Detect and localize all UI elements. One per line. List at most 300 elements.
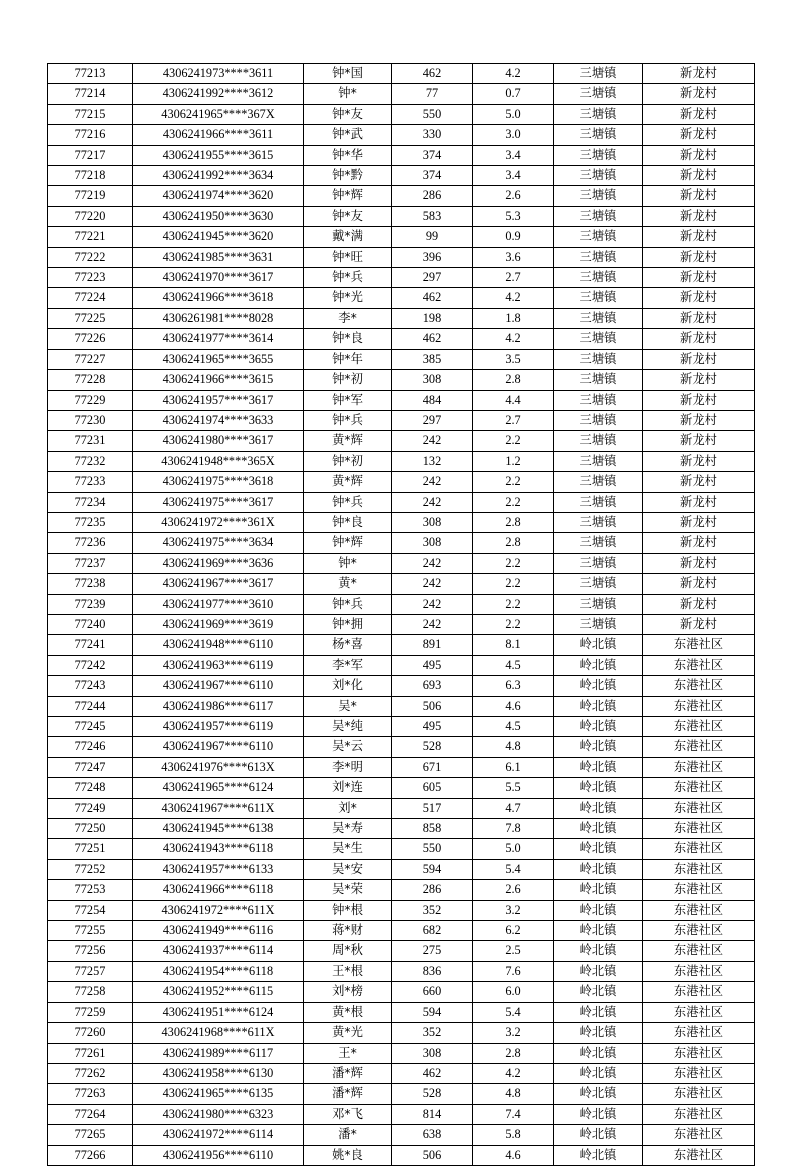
cell-name: 钟*军 — [304, 390, 392, 410]
cell-village: 新龙村 — [643, 206, 755, 226]
cell-id_card: 4306261981****8028 — [133, 308, 304, 328]
cell-rate: 3.4 — [473, 166, 554, 186]
cell-rate: 3.5 — [473, 349, 554, 369]
cell-rate: 6.1 — [473, 757, 554, 777]
cell-id: 77226 — [48, 329, 133, 349]
cell-id_card: 4306241973****3611 — [133, 64, 304, 84]
cell-name: 黄*根 — [304, 1002, 392, 1022]
cell-town: 三塘镇 — [554, 247, 643, 267]
cell-amount: 242 — [392, 472, 473, 492]
cell-amount: 396 — [392, 247, 473, 267]
table-row — [48, 717, 755, 737]
cell-id_card: 4306241958****6130 — [133, 1063, 304, 1083]
cell-village: 东港社区 — [643, 859, 755, 879]
cell-village: 东港社区 — [643, 839, 755, 859]
cell-name: 潘* — [304, 1125, 392, 1145]
cell-id_card: 4306241952****6115 — [133, 982, 304, 1002]
table-row — [48, 206, 755, 226]
table-row — [48, 227, 755, 247]
cell-village: 东港社区 — [643, 1063, 755, 1083]
cell-rate: 2.5 — [473, 941, 554, 961]
cell-id: 77245 — [48, 717, 133, 737]
cell-id_card: 4306241954****6118 — [133, 961, 304, 981]
cell-id: 77213 — [48, 64, 133, 84]
table-row — [48, 839, 755, 859]
cell-id_card: 4306241965****3655 — [133, 349, 304, 369]
cell-village: 东港社区 — [643, 1043, 755, 1063]
cell-amount: 352 — [392, 1023, 473, 1043]
cell-id: 77263 — [48, 1084, 133, 1104]
cell-amount: 495 — [392, 655, 473, 675]
cell-name: 黄* — [304, 574, 392, 594]
cell-town: 岭北镇 — [554, 757, 643, 777]
cell-town: 三塘镇 — [554, 370, 643, 390]
cell-id: 77244 — [48, 696, 133, 716]
cell-town: 岭北镇 — [554, 696, 643, 716]
cell-rate: 7.4 — [473, 1104, 554, 1124]
cell-rate: 1.2 — [473, 451, 554, 471]
records-table-body — [48, 64, 755, 1166]
cell-id: 77218 — [48, 166, 133, 186]
cell-amount: 462 — [392, 288, 473, 308]
table-row — [48, 431, 755, 451]
cell-rate: 2.8 — [473, 533, 554, 553]
cell-village: 东港社区 — [643, 696, 755, 716]
cell-rate: 2.7 — [473, 410, 554, 430]
cell-town: 岭北镇 — [554, 655, 643, 675]
cell-id_card: 4306241957****6133 — [133, 859, 304, 879]
cell-id: 77252 — [48, 859, 133, 879]
cell-village: 东港社区 — [643, 961, 755, 981]
cell-rate: 4.6 — [473, 1145, 554, 1165]
cell-id_card: 4306241950****3630 — [133, 206, 304, 226]
cell-name: 钟*黔 — [304, 166, 392, 186]
cell-amount: 671 — [392, 757, 473, 777]
cell-id: 77216 — [48, 125, 133, 145]
cell-village: 东港社区 — [643, 941, 755, 961]
cell-name: 刘*连 — [304, 778, 392, 798]
cell-name: 吴*云 — [304, 737, 392, 757]
cell-town: 三塘镇 — [554, 268, 643, 288]
table-row — [48, 64, 755, 84]
cell-id_card: 4306241937****6114 — [133, 941, 304, 961]
cell-amount: 814 — [392, 1104, 473, 1124]
cell-id: 77250 — [48, 819, 133, 839]
cell-id: 77230 — [48, 410, 133, 430]
cell-village: 东港社区 — [643, 1104, 755, 1124]
cell-town: 三塘镇 — [554, 410, 643, 430]
cell-id_card: 4306241985****3631 — [133, 247, 304, 267]
cell-id: 77215 — [48, 104, 133, 124]
table-row — [48, 1023, 755, 1043]
cell-rate: 6.0 — [473, 982, 554, 1002]
cell-id: 77227 — [48, 349, 133, 369]
cell-village: 新龙村 — [643, 410, 755, 430]
cell-id: 77232 — [48, 451, 133, 471]
table-row — [48, 982, 755, 1002]
cell-village: 东港社区 — [643, 819, 755, 839]
cell-amount: 297 — [392, 410, 473, 430]
table-row — [48, 145, 755, 165]
cell-amount: 352 — [392, 900, 473, 920]
table-row — [48, 492, 755, 512]
cell-rate: 5.4 — [473, 859, 554, 879]
cell-town: 三塘镇 — [554, 227, 643, 247]
cell-town: 岭北镇 — [554, 1125, 643, 1145]
cell-id_card: 4306241957****6119 — [133, 717, 304, 737]
table-row — [48, 676, 755, 696]
table-row — [48, 574, 755, 594]
cell-id_card: 4306241980****6323 — [133, 1104, 304, 1124]
cell-name: 钟*旺 — [304, 247, 392, 267]
cell-amount: 506 — [392, 1145, 473, 1165]
cell-id: 77238 — [48, 574, 133, 594]
cell-rate: 2.6 — [473, 186, 554, 206]
cell-name: 钟*武 — [304, 125, 392, 145]
cell-rate: 2.2 — [473, 574, 554, 594]
cell-id_card: 4306241951****6124 — [133, 1002, 304, 1022]
cell-village: 东港社区 — [643, 880, 755, 900]
table-row — [48, 166, 755, 186]
cell-amount: 594 — [392, 859, 473, 879]
cell-id_card: 4306241948****6110 — [133, 635, 304, 655]
cell-id_card: 4306241955****3615 — [133, 145, 304, 165]
cell-amount: 242 — [392, 594, 473, 614]
cell-name: 潘*辉 — [304, 1063, 392, 1083]
table-row — [48, 880, 755, 900]
cell-id: 77262 — [48, 1063, 133, 1083]
table-row — [48, 798, 755, 818]
cell-town: 岭北镇 — [554, 635, 643, 655]
table-row — [48, 390, 755, 410]
cell-village: 新龙村 — [643, 104, 755, 124]
cell-town: 岭北镇 — [554, 1023, 643, 1043]
cell-id: 77253 — [48, 880, 133, 900]
cell-village: 东港社区 — [643, 717, 755, 737]
cell-village: 新龙村 — [643, 512, 755, 532]
cell-id_card: 4306241992****3612 — [133, 84, 304, 104]
cell-id_card: 4306241972****6114 — [133, 1125, 304, 1145]
cell-id_card: 4306241967****611X — [133, 798, 304, 818]
cell-name: 黄*辉 — [304, 472, 392, 492]
cell-name: 钟*友 — [304, 206, 392, 226]
cell-town: 岭北镇 — [554, 676, 643, 696]
cell-id_card: 4306241976****613X — [133, 757, 304, 777]
cell-amount: 242 — [392, 574, 473, 594]
cell-id: 77235 — [48, 512, 133, 532]
cell-village: 新龙村 — [643, 553, 755, 573]
table-row — [48, 1125, 755, 1145]
cell-id: 77217 — [48, 145, 133, 165]
cell-village: 新龙村 — [643, 594, 755, 614]
cell-village: 新龙村 — [643, 370, 755, 390]
cell-amount: 517 — [392, 798, 473, 818]
cell-name: 刘* — [304, 798, 392, 818]
cell-name: 钟*国 — [304, 64, 392, 84]
cell-village: 新龙村 — [643, 390, 755, 410]
cell-amount: 330 — [392, 125, 473, 145]
cell-id_card: 4306241989****6117 — [133, 1043, 304, 1063]
cell-rate: 4.6 — [473, 696, 554, 716]
cell-amount: 495 — [392, 717, 473, 737]
cell-id_card: 4306241956****6110 — [133, 1145, 304, 1165]
cell-rate: 3.6 — [473, 247, 554, 267]
cell-town: 三塘镇 — [554, 166, 643, 186]
cell-town: 三塘镇 — [554, 533, 643, 553]
cell-name: 钟*根 — [304, 900, 392, 920]
table-row — [48, 757, 755, 777]
cell-id: 77234 — [48, 492, 133, 512]
cell-id_card: 4306241992****3634 — [133, 166, 304, 186]
table-row — [48, 268, 755, 288]
cell-name: 钟* — [304, 84, 392, 104]
cell-id_card: 4306241975****3634 — [133, 533, 304, 553]
cell-village: 新龙村 — [643, 451, 755, 471]
cell-village: 新龙村 — [643, 431, 755, 451]
cell-rate: 2.2 — [473, 492, 554, 512]
cell-id: 77222 — [48, 247, 133, 267]
cell-amount: 286 — [392, 186, 473, 206]
cell-name: 王* — [304, 1043, 392, 1063]
cell-id_card: 4306241945****3620 — [133, 227, 304, 247]
cell-name: 李* — [304, 308, 392, 328]
cell-id_card: 4306241975****3617 — [133, 492, 304, 512]
cell-id_card: 4306241967****6110 — [133, 676, 304, 696]
cell-id: 77249 — [48, 798, 133, 818]
cell-town: 岭北镇 — [554, 819, 643, 839]
cell-rate: 4.5 — [473, 717, 554, 737]
cell-name: 钟*拥 — [304, 614, 392, 634]
cell-amount: 308 — [392, 370, 473, 390]
cell-rate: 2.2 — [473, 594, 554, 614]
cell-id: 77240 — [48, 614, 133, 634]
cell-town: 三塘镇 — [554, 574, 643, 594]
cell-id: 77265 — [48, 1125, 133, 1145]
cell-amount: 693 — [392, 676, 473, 696]
table-row — [48, 696, 755, 716]
cell-town: 岭北镇 — [554, 900, 643, 920]
cell-name: 钟*初 — [304, 370, 392, 390]
cell-id: 77229 — [48, 390, 133, 410]
cell-rate: 5.0 — [473, 104, 554, 124]
table-row — [48, 370, 755, 390]
cell-village: 东港社区 — [643, 1145, 755, 1165]
cell-id: 77237 — [48, 553, 133, 573]
cell-id_card: 4306241943****6118 — [133, 839, 304, 859]
cell-name: 钟*兵 — [304, 410, 392, 430]
cell-name: 钟*良 — [304, 512, 392, 532]
cell-rate: 0.9 — [473, 227, 554, 247]
cell-amount: 297 — [392, 268, 473, 288]
cell-amount: 286 — [392, 880, 473, 900]
cell-id_card: 4306241957****3617 — [133, 390, 304, 410]
cell-name: 钟*良 — [304, 329, 392, 349]
cell-id_card: 4306241977****3610 — [133, 594, 304, 614]
table-row — [48, 288, 755, 308]
cell-amount: 484 — [392, 390, 473, 410]
table-row — [48, 961, 755, 981]
cell-amount: 891 — [392, 635, 473, 655]
cell-town: 岭北镇 — [554, 717, 643, 737]
cell-village: 新龙村 — [643, 145, 755, 165]
cell-id: 77236 — [48, 533, 133, 553]
cell-town: 岭北镇 — [554, 859, 643, 879]
cell-id_card: 4306241966****3618 — [133, 288, 304, 308]
cell-amount: 242 — [392, 431, 473, 451]
cell-rate: 2.8 — [473, 512, 554, 532]
cell-town: 三塘镇 — [554, 492, 643, 512]
cell-id: 77224 — [48, 288, 133, 308]
cell-rate: 7.6 — [473, 961, 554, 981]
cell-amount: 242 — [392, 553, 473, 573]
cell-rate: 2.6 — [473, 880, 554, 900]
cell-town: 三塘镇 — [554, 472, 643, 492]
cell-amount: 550 — [392, 104, 473, 124]
cell-amount: 528 — [392, 737, 473, 757]
cell-rate: 2.2 — [473, 472, 554, 492]
cell-id_card: 4306241974****3633 — [133, 410, 304, 430]
cell-id_card: 4306241970****3617 — [133, 268, 304, 288]
cell-name: 黄*辉 — [304, 431, 392, 451]
cell-village: 新龙村 — [643, 349, 755, 369]
table-row — [48, 451, 755, 471]
table-row — [48, 410, 755, 430]
cell-village: 新龙村 — [643, 492, 755, 512]
cell-rate: 2.2 — [473, 553, 554, 573]
cell-village: 新龙村 — [643, 574, 755, 594]
cell-name: 钟*初 — [304, 451, 392, 471]
cell-town: 岭北镇 — [554, 1084, 643, 1104]
cell-amount: 858 — [392, 819, 473, 839]
cell-id: 77256 — [48, 941, 133, 961]
cell-rate: 5.8 — [473, 1125, 554, 1145]
table-row — [48, 921, 755, 941]
cell-name: 钟*兵 — [304, 594, 392, 614]
cell-id_card: 4306241974****3620 — [133, 186, 304, 206]
cell-village: 东港社区 — [643, 778, 755, 798]
cell-town: 三塘镇 — [554, 206, 643, 226]
table-row — [48, 900, 755, 920]
cell-rate: 2.2 — [473, 431, 554, 451]
cell-id: 77258 — [48, 982, 133, 1002]
cell-rate: 5.3 — [473, 206, 554, 226]
cell-rate: 4.2 — [473, 329, 554, 349]
table-row — [48, 655, 755, 675]
cell-rate: 6.2 — [473, 921, 554, 941]
cell-id: 77264 — [48, 1104, 133, 1124]
cell-id_card: 4306241972****361X — [133, 512, 304, 532]
cell-amount: 462 — [392, 64, 473, 84]
cell-village: 新龙村 — [643, 64, 755, 84]
cell-rate: 5.5 — [473, 778, 554, 798]
cell-id: 77233 — [48, 472, 133, 492]
cell-town: 三塘镇 — [554, 288, 643, 308]
cell-town: 三塘镇 — [554, 308, 643, 328]
table-row — [48, 941, 755, 961]
cell-id: 77239 — [48, 594, 133, 614]
cell-town: 三塘镇 — [554, 145, 643, 165]
cell-village: 东港社区 — [643, 921, 755, 941]
cell-town: 三塘镇 — [554, 84, 643, 104]
cell-rate: 3.0 — [473, 125, 554, 145]
records-table — [47, 63, 755, 1166]
cell-town: 岭北镇 — [554, 798, 643, 818]
cell-rate: 5.4 — [473, 1002, 554, 1022]
cell-id_card: 4306241948****365X — [133, 451, 304, 471]
cell-amount: 242 — [392, 492, 473, 512]
cell-town: 三塘镇 — [554, 512, 643, 532]
cell-id: 77228 — [48, 370, 133, 390]
cell-id_card: 4306241966****3615 — [133, 370, 304, 390]
cell-rate: 3.4 — [473, 145, 554, 165]
cell-id_card: 4306241977****3614 — [133, 329, 304, 349]
cell-town: 三塘镇 — [554, 329, 643, 349]
cell-name: 吴*安 — [304, 859, 392, 879]
cell-town: 岭北镇 — [554, 1104, 643, 1124]
cell-name: 吴*纯 — [304, 717, 392, 737]
cell-rate: 3.2 — [473, 1023, 554, 1043]
cell-id: 77231 — [48, 431, 133, 451]
cell-town: 三塘镇 — [554, 64, 643, 84]
cell-id: 77259 — [48, 1002, 133, 1022]
cell-id: 77248 — [48, 778, 133, 798]
cell-rate: 4.4 — [473, 390, 554, 410]
table-row — [48, 308, 755, 328]
cell-town: 三塘镇 — [554, 614, 643, 634]
cell-id_card: 4306241945****6138 — [133, 819, 304, 839]
cell-name: 钟* — [304, 553, 392, 573]
table-row — [48, 329, 755, 349]
cell-amount: 462 — [392, 1063, 473, 1083]
table-row — [48, 247, 755, 267]
cell-amount: 506 — [392, 696, 473, 716]
cell-name: 李*明 — [304, 757, 392, 777]
table-row — [48, 635, 755, 655]
cell-village: 新龙村 — [643, 533, 755, 553]
cell-name: 姚*良 — [304, 1145, 392, 1165]
cell-village: 新龙村 — [643, 227, 755, 247]
cell-village: 东港社区 — [643, 900, 755, 920]
cell-rate: 4.2 — [473, 64, 554, 84]
cell-amount: 77 — [392, 84, 473, 104]
cell-town: 岭北镇 — [554, 961, 643, 981]
cell-village: 新龙村 — [643, 125, 755, 145]
cell-village: 东港社区 — [643, 1084, 755, 1104]
cell-village: 新龙村 — [643, 472, 755, 492]
cell-name: 钟*兵 — [304, 492, 392, 512]
table-row — [48, 1084, 755, 1104]
cell-rate: 3.2 — [473, 900, 554, 920]
cell-town: 三塘镇 — [554, 431, 643, 451]
cell-amount: 462 — [392, 329, 473, 349]
cell-name: 钟*光 — [304, 288, 392, 308]
cell-name: 吴* — [304, 696, 392, 716]
cell-rate: 4.2 — [473, 288, 554, 308]
table-row — [48, 533, 755, 553]
cell-village: 东港社区 — [643, 757, 755, 777]
cell-id: 77242 — [48, 655, 133, 675]
cell-id: 77221 — [48, 227, 133, 247]
cell-name: 吴*寿 — [304, 819, 392, 839]
cell-name: 刘*化 — [304, 676, 392, 696]
table-row — [48, 1145, 755, 1165]
cell-town: 三塘镇 — [554, 104, 643, 124]
cell-amount: 242 — [392, 614, 473, 634]
cell-town: 三塘镇 — [554, 594, 643, 614]
cell-amount: 308 — [392, 512, 473, 532]
cell-amount: 594 — [392, 1002, 473, 1022]
cell-amount: 550 — [392, 839, 473, 859]
